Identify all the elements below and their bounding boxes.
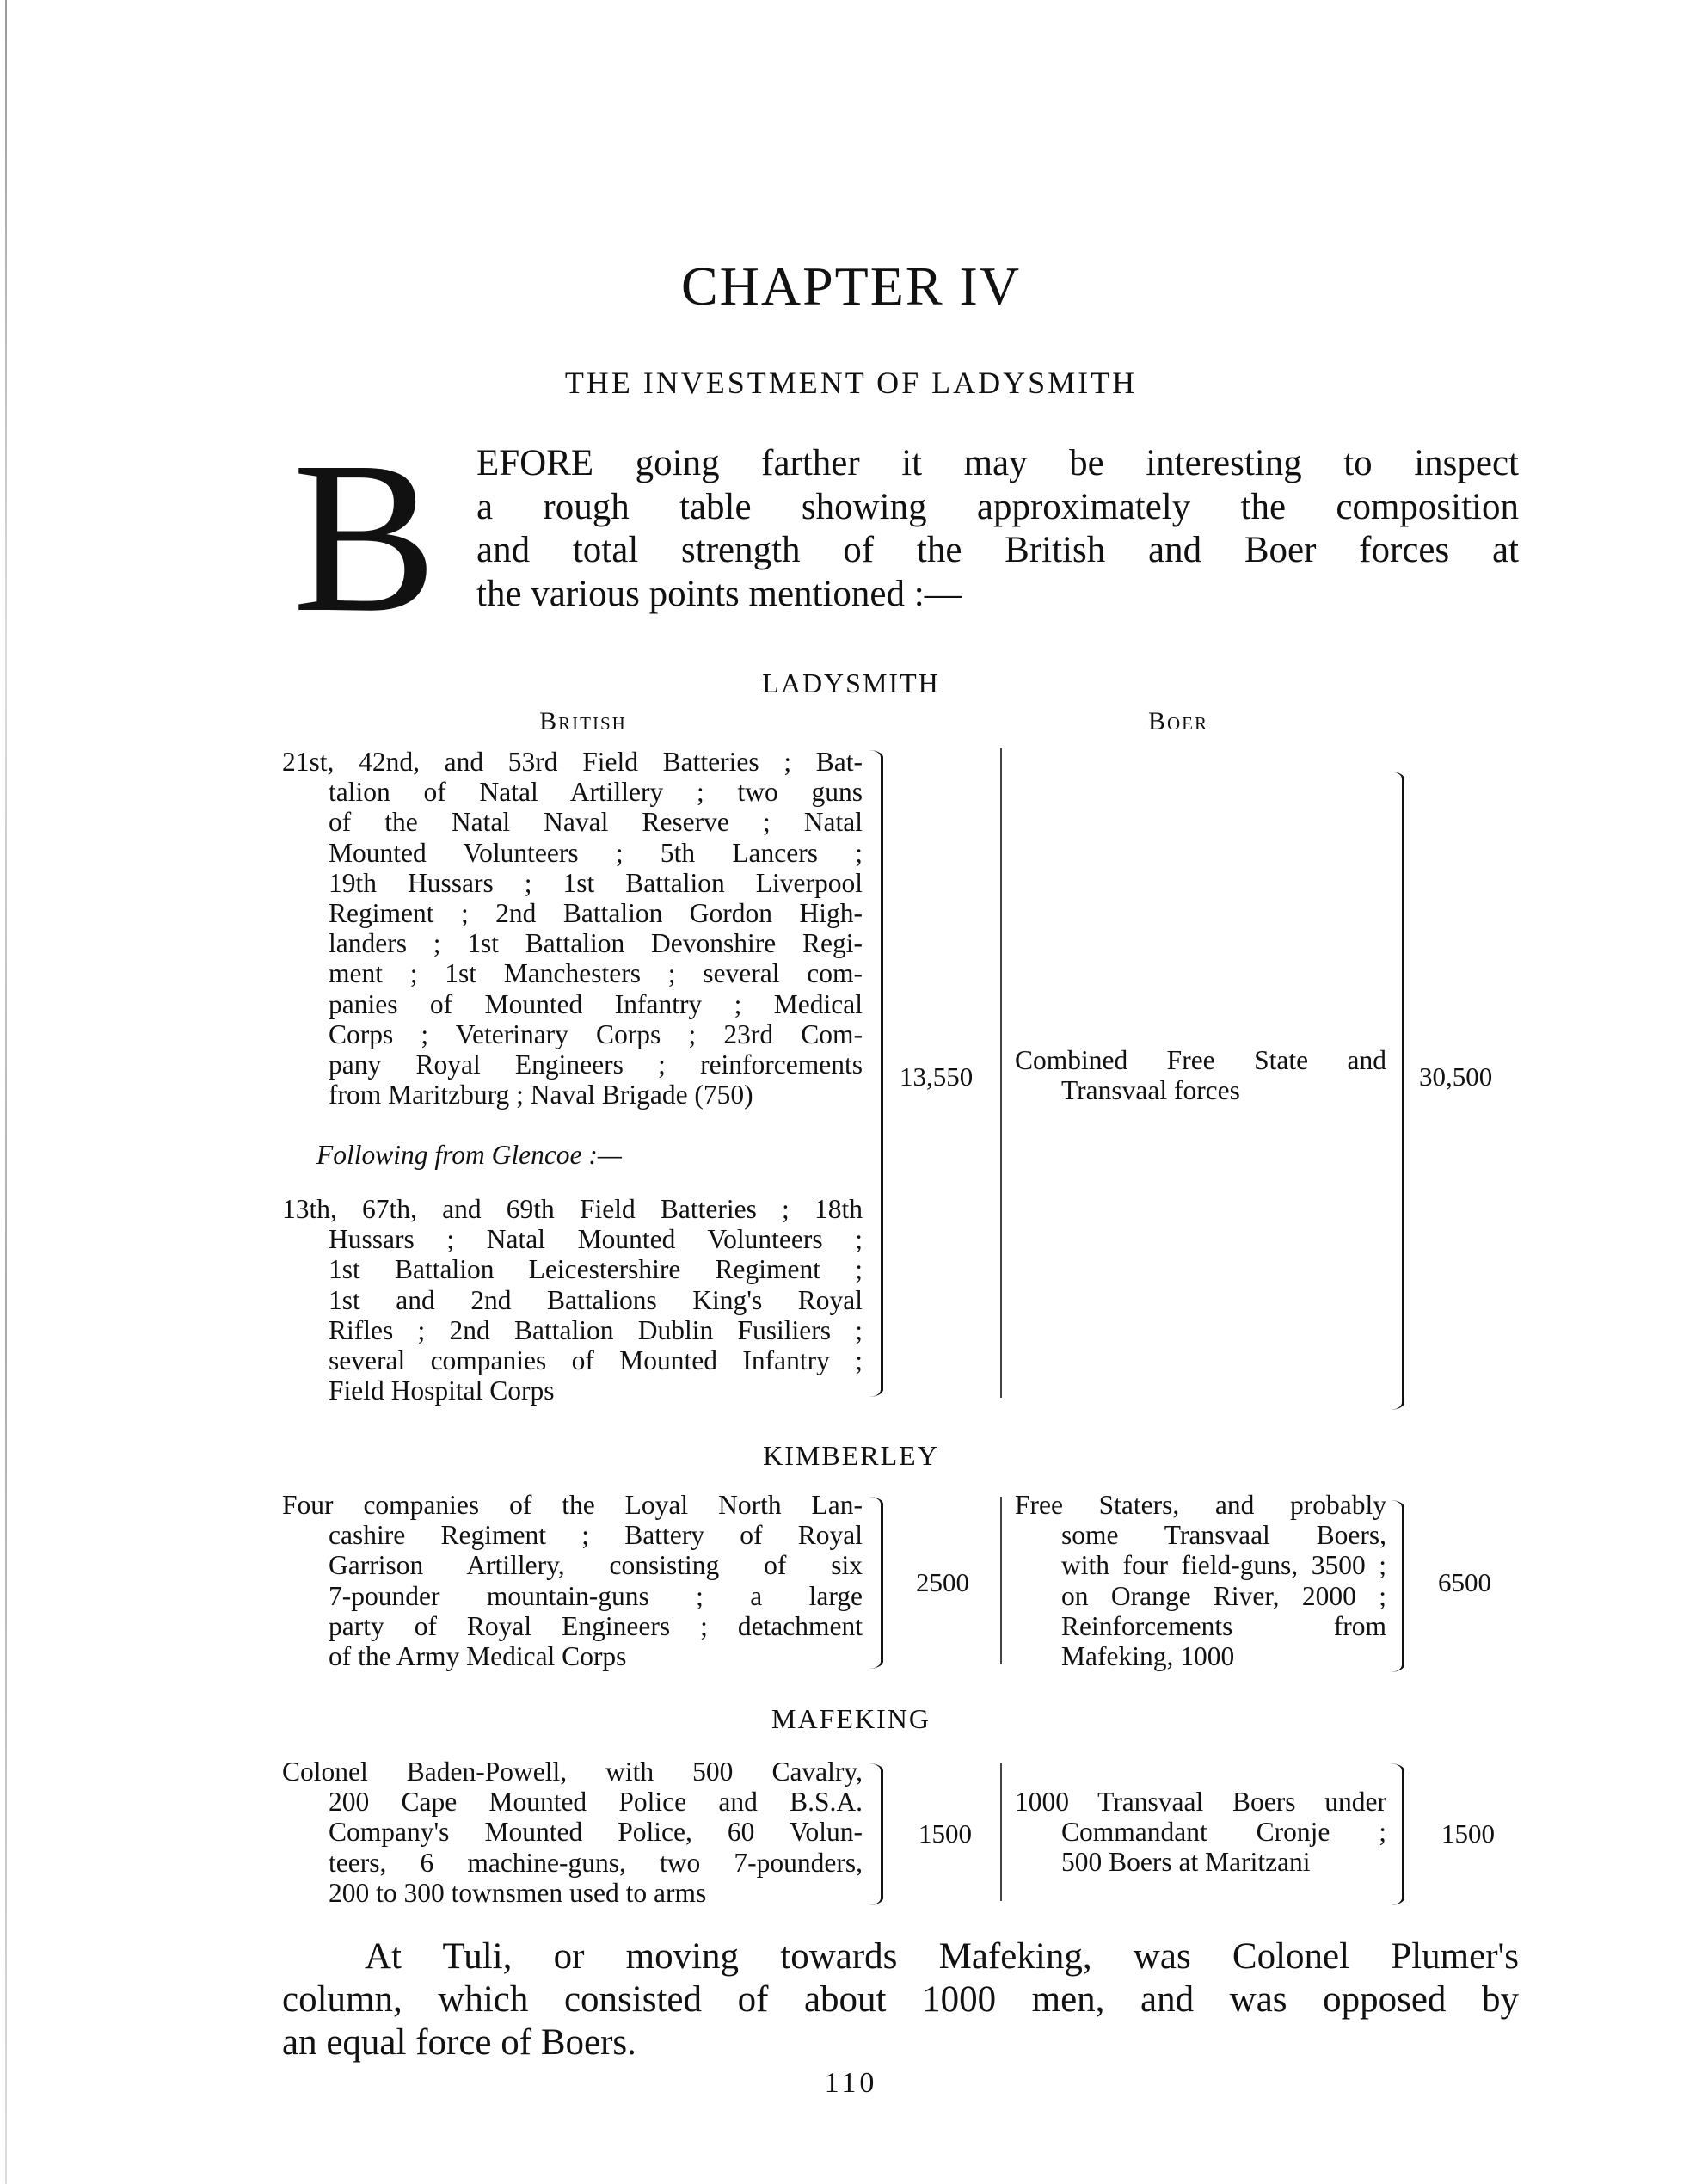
following-from-glencoe: Following from Glencoe :— (316, 1140, 622, 1170)
ladysmith-boer-total: 30,500 (1419, 1061, 1493, 1092)
kimberley-british-total: 2500 (916, 1567, 969, 1597)
text-line: landers ; 1st Battalion Devonshire Regi- (329, 928, 863, 959)
drop-cap: B (292, 416, 438, 657)
text-line: with four field-guns, 3500 ; (1061, 1550, 1386, 1581)
text-line: Combined Free State and (1015, 1045, 1386, 1075)
text-line: Rifles ; 2nd Battalion Dublin Fusiliers ; (329, 1314, 863, 1345)
text-line: 1st and 2nd Battalions King's Royal (329, 1284, 863, 1315)
intro-paragraph (476, 442, 1519, 616)
text-line: and total strength of the British and Boer forces at (476, 530, 1519, 570)
section-heading-kimberley: KIMBERLEY (763, 1440, 939, 1471)
kimberley-boer-forces (1015, 1490, 1386, 1671)
text-line: Garrison Artillery, consisting of six (329, 1550, 863, 1581)
text-line: ment ; 1st Manchesters ; several com- (329, 958, 863, 989)
brace (869, 1763, 883, 1905)
text-line: some Transvaal Boers, (1061, 1520, 1386, 1551)
closing-paragraph (282, 1935, 1519, 2064)
boer-column-label: Boer (1147, 707, 1208, 735)
text-line: 1st Battalion Leicestershire Regiment ; (329, 1254, 863, 1285)
text-line: 13th, 67th, and 69th Field Batteries ; 18th (282, 1194, 863, 1224)
text-line: Mounted Volunteers ; 5th Lancers ; (329, 837, 863, 868)
mafeking-british-total: 1500 (919, 1818, 972, 1849)
chapter-title: CHAPTER IV (680, 255, 1022, 317)
kimberley-british-forces (282, 1490, 863, 1671)
ladysmith-british-forces (282, 747, 863, 1110)
section-heading-mafeking: MAFEKING (771, 1703, 931, 1734)
brace (1390, 772, 1404, 1410)
text-line: Transvaal forces (1061, 1075, 1240, 1106)
column-divider (1000, 1763, 1002, 1901)
text-line: Company's Mounted Police, 60 Volun- (329, 1817, 863, 1848)
text-line: 7-pounder mountain-guns ; a large (329, 1580, 863, 1611)
text-line: Hussars ; Natal Mounted Volunteers ; (329, 1224, 863, 1255)
text-line: 21st, 42nd, and 53rd Field Batteries ; Bat- (282, 747, 863, 777)
text-line: talion of Natal Artillery ; two guns (329, 777, 863, 808)
text-line: of the Army Medical Corps (329, 1641, 627, 1672)
text-line: several companies of Mounted Infantry ; (329, 1345, 863, 1376)
text-line: EFORE going farther it may be interesting to inspect (476, 443, 1519, 483)
british-column-label: British (539, 707, 627, 735)
text-line: Mafeking, 1000 (1061, 1641, 1235, 1672)
kimberley-boer-total: 6500 (1438, 1567, 1491, 1597)
text-line: a rough table showing approximately the composition (476, 486, 1519, 527)
text-line: Commandant Cronje ; (1061, 1817, 1386, 1848)
page-number: 110 (824, 2067, 878, 2099)
text-line: on Orange River, 2000 ; (1061, 1580, 1386, 1611)
text-line: Corps ; Veterinary Corps ; 23rd Com- (329, 1018, 863, 1049)
text-line: Free Staters, and probably (1015, 1490, 1386, 1520)
text-line: At Tuli, or moving towards Mafeking, was Colonel Plumer's (365, 1936, 1519, 1977)
column-divider (1000, 1497, 1002, 1664)
text-line: from Maritzburg ; Naval Brigade (750) (329, 1080, 753, 1110)
ladysmith-british-total: 13,550 (900, 1061, 974, 1092)
text-line: 19th Hussars ; 1st Battalion Liverpool (329, 867, 863, 898)
text-line: an equal force of Boers. (282, 2022, 636, 2063)
scan-edge (5, 0, 7, 2184)
column-divider (1000, 748, 1002, 1398)
text-line: cashire Regiment ; Battery of Royal (329, 1520, 863, 1551)
chapter-subtitle: THE INVESTMENT OF LADYSMITH (564, 366, 1138, 400)
text-line: party of Royal Engineers ; detachment (329, 1610, 863, 1641)
text-line: column, which consisted of about 1000 men, and was opposed by (282, 1979, 1519, 2020)
ladysmith-boer-forces (1015, 1045, 1386, 1105)
text-line: 500 Boers at Maritzani (1061, 1847, 1311, 1878)
text-line: teers, 6 machine-guns, two 7-pounders, (329, 1847, 863, 1878)
text-line: Reinforcements from (1061, 1610, 1386, 1641)
text-line: Field Hospital Corps (329, 1375, 555, 1406)
text-line: panies of Mounted Infantry ; Medical (329, 988, 863, 1019)
mafeking-british-forces (282, 1756, 863, 1908)
text-line: of the Natal Naval Reserve ; Natal (329, 807, 863, 838)
section-heading-ladysmith: LADYSMITH (762, 668, 940, 698)
brace (1390, 1500, 1404, 1672)
glencoe-british-forces (282, 1194, 863, 1406)
text-line: Colonel Baden-Powell, with 500 Cavalry, (282, 1756, 863, 1787)
mafeking-boer-total: 1500 (1441, 1818, 1495, 1849)
text-line: Regiment ; 2nd Battalion Gordon High- (329, 898, 863, 929)
brace (869, 750, 883, 1397)
mafeking-boer-forces (1015, 1787, 1386, 1878)
text-line: 1000 Transvaal Boers under (1015, 1787, 1386, 1817)
text-line: pany Royal Engineers ; reinforcements (329, 1049, 863, 1080)
text-line: the various points mentioned :— (476, 573, 962, 614)
text-line: 200 to 300 townsmen used to arms (329, 1877, 707, 1908)
brace (869, 1497, 883, 1669)
brace (1390, 1763, 1404, 1905)
text-line: 200 Cape Mounted Police and B.S.A. (329, 1787, 863, 1818)
text-line: Four companies of the Loyal North Lan- (282, 1490, 863, 1520)
